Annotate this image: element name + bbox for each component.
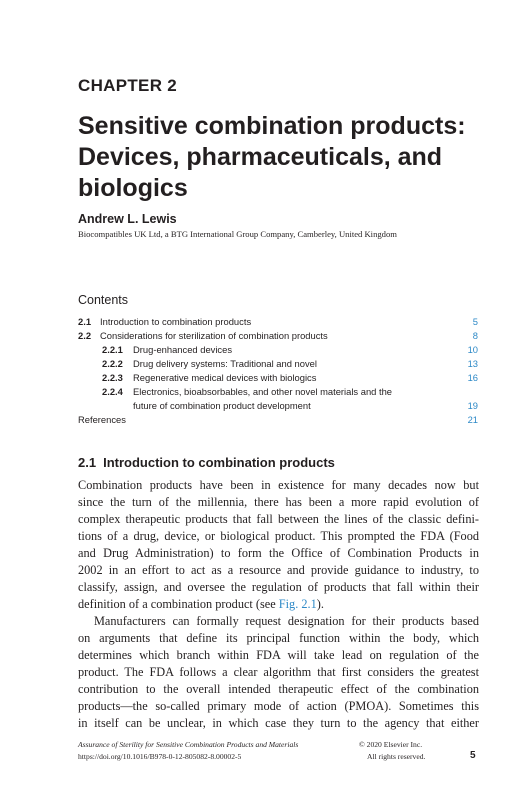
footer-doi-link[interactable]: https://doi.org/10.1016/B978-0-12-805082-8.00002-5 [78, 752, 242, 761]
chapter-title-line: Sensitive combination products: [78, 112, 466, 140]
figure-reference-link[interactable]: Fig. 2.1 [278, 597, 317, 611]
chapter-title-line: biologics [78, 174, 188, 202]
toc-entry[interactable] [78, 343, 478, 357]
toc-entry-title: Introduction to combination products [100, 316, 252, 327]
toc-entry-number: 2.2.1 [102, 344, 123, 355]
body-text-line: contribution to the overall intended therapeutic effect of the combination [78, 682, 479, 696]
contents-heading: Contents [78, 293, 129, 307]
toc-entry-page[interactable]: 16 [467, 372, 478, 383]
body-text-line: classify, assign, and oversee the regulation of products that fall within their [78, 580, 479, 594]
toc-entry-number: 2.2.4 [102, 386, 123, 397]
toc-entry-title: Considerations for sterilization of combination products [100, 330, 328, 341]
body-text-line: on arguments that define its principal function within the body, which [78, 631, 479, 645]
toc-entry-title: References [78, 414, 126, 425]
body-text-line: since the turn of the millennia, there has been a more rapid evolution of [78, 495, 479, 509]
body-text-line: complex therapeutic products that fall between the lines of the classic defini- [78, 512, 479, 526]
body-text-line: and Drug Administration) to form the Office of Combination Products in [78, 546, 479, 560]
chapter-title [78, 111, 498, 204]
footer-rights: All rights reserved. [367, 752, 426, 761]
toc-entry-title: Drug delivery systems: Traditional and novel [133, 358, 317, 369]
toc-entry[interactable] [78, 357, 478, 371]
author-name: Andrew L. Lewis [78, 212, 177, 226]
toc-entry[interactable] [78, 329, 478, 343]
toc-entry-title: Drug-enhanced devices [133, 344, 233, 355]
body-text-line: tions of a drug, device, or biological product. This prompted the FDA (Food [78, 529, 479, 543]
toc-entry-page[interactable]: 10 [467, 344, 478, 355]
section-title: Introduction to combination products [103, 455, 335, 470]
footer-copyright: © 2020 Elsevier Inc. [359, 740, 423, 749]
toc-entry-page[interactable]: 8 [472, 330, 478, 341]
toc-entry[interactable] [78, 315, 478, 329]
footer-book-title: Assurance of Sterility for Sensitive Combination Products and Materials [78, 740, 299, 749]
body-text-line [78, 596, 479, 613]
chapter-title-line: Devices, pharmaceuticals, and [78, 143, 443, 171]
toc-entry[interactable] [78, 413, 478, 427]
toc-entry[interactable] [78, 385, 478, 399]
toc-entry-number: 2.1 [78, 316, 92, 327]
body-text-line: 2002 in an effort to act as a resource and provide guidance to industry, to [78, 563, 479, 577]
body-text-line: in itself can be unclear, in which case they turn to the agency that either [78, 716, 479, 730]
toc-entry-title: Electronics, bioabsorbables, and other novel materials and the [133, 386, 393, 397]
toc-entry-number: 2.2 [78, 330, 92, 341]
section-number: 2.1 [78, 455, 97, 470]
toc-entry-number: 2.2.2 [102, 358, 123, 369]
body-text-line: product. The FDA follows a clear algorithm that first considers the greatest [78, 665, 479, 679]
section-heading [78, 455, 335, 470]
toc-entry-title: future of combination product development [133, 400, 311, 411]
body-text-segment: definition of a combination product (see [78, 597, 276, 611]
body-text-line: products—the so-called primary mode of action (PMOA). Sometimes this [78, 699, 479, 713]
toc-entry-page[interactable]: 19 [467, 400, 478, 411]
chapter-label: CHAPTER 2 [78, 76, 178, 95]
toc-entry-continuation[interactable] [78, 399, 478, 413]
toc-entry[interactable] [78, 371, 478, 385]
author-affiliation: Biocompatibles UK Ltd, a BTG International Group Company, Camberley, United Kingdom [78, 229, 397, 239]
toc-entry-page[interactable]: 13 [467, 358, 478, 369]
body-text-line: Manufacturers can formally request designation for their products based [94, 614, 479, 628]
body-text-line: determines which branch within FDA will take lead on regulation of the [78, 648, 479, 662]
toc-entry-page[interactable]: 5 [472, 316, 478, 327]
toc-entry-page[interactable]: 21 [467, 414, 478, 425]
toc-entry-title: Regenerative medical devices with biologics [133, 372, 317, 383]
toc-entry-number: 2.2.3 [102, 372, 123, 383]
body-text-line: Combination products have been in existence for many decades now but [78, 478, 479, 492]
page-number: 5 [470, 750, 476, 761]
body-text-segment: ). [316, 597, 324, 611]
